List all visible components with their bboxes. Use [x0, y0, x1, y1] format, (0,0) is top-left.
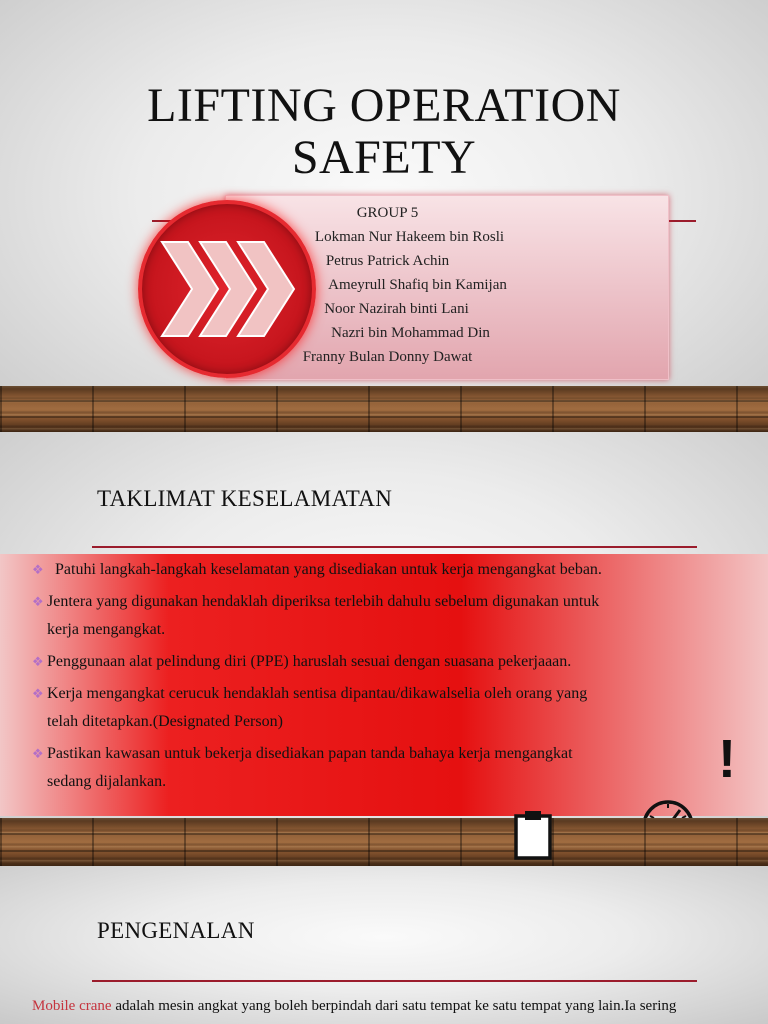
member-name: Nazri bin Mohammad Din: [331, 325, 490, 341]
intro-body: adalah mesin angkat yang boleh berpindah dari satu tempat ke satu tempat yang lain.Ia sering: [111, 998, 677, 1014]
diamond-bullet-icon: ❖: [32, 746, 44, 761]
list-item: ❖ Kerja mengangkat cerucuk hendaklah sentisa dipantau/dikawalselia oleh orang yang telah ditetapkan.(Designated Person): [32, 680, 732, 736]
wood-floor: [0, 386, 768, 432]
exclamation-icon: !: [718, 729, 736, 789]
diamond-bullet-icon: ❖: [32, 594, 44, 609]
title-slide: [0, 0, 768, 432]
chevrons-icon: [142, 204, 312, 374]
diamond-bullet-icon: ❖: [32, 654, 44, 669]
diamond-bullet-icon: ❖: [32, 686, 44, 701]
group-label: GROUP 5: [356, 205, 419, 221]
slide-heading: PENGENALAN: [97, 918, 255, 943]
intro-lead: Mobile crane: [32, 998, 112, 1014]
bullet-list: [32, 556, 732, 800]
member-name: Lokman Nur Hakeem bin Rosli: [314, 229, 505, 245]
title-rule-right: [665, 220, 696, 222]
heading-rule: [92, 546, 697, 548]
member-name: Noor Nazirah binti Lani: [324, 301, 469, 317]
title-line-2: SAFETY: [291, 131, 477, 184]
heading-rule: [92, 980, 697, 982]
title-line-1: LIFTING OPERATION: [147, 79, 621, 132]
list-item: ❖ Pastikan kawasan untuk bekerja disediakan papan tanda bahaya kerja mengangkat sedang dijalankan.: [32, 740, 732, 796]
wood-floor: [0, 818, 768, 866]
chevron-badge-icon: [138, 200, 316, 378]
briefing-slide: [0, 432, 768, 866]
intro-text: [32, 998, 752, 1015]
list-item: ❖ Penggunaan alat pelindung diri (PPE) haruslah sesuai dengan suasana pekerjaaan.: [32, 648, 732, 676]
clipboard-icon: [513, 810, 555, 862]
diamond-bullet-icon: ❖: [32, 562, 44, 577]
list-item: ❖ Jentera yang digunakan hendaklah diperiksa terlebih dahulu sebelum digunakan untuk kerja mengangkat.: [32, 588, 732, 644]
intro-slide: [0, 866, 768, 1024]
slide-heading: TAKLIMAT KESELAMATAN: [97, 486, 393, 511]
list-item: ❖ Patuhi langkah-langkah keselamatan yang disediakan untuk kerja mengangkat beban.: [32, 556, 732, 584]
member-name: Petrus Patrick Achin: [325, 253, 450, 269]
member-name: Franny Bulan Donny Dawat: [302, 349, 473, 365]
page-title: [0, 80, 768, 184]
member-name: Ameyrull Shafiq bin Kamijan: [328, 277, 507, 293]
